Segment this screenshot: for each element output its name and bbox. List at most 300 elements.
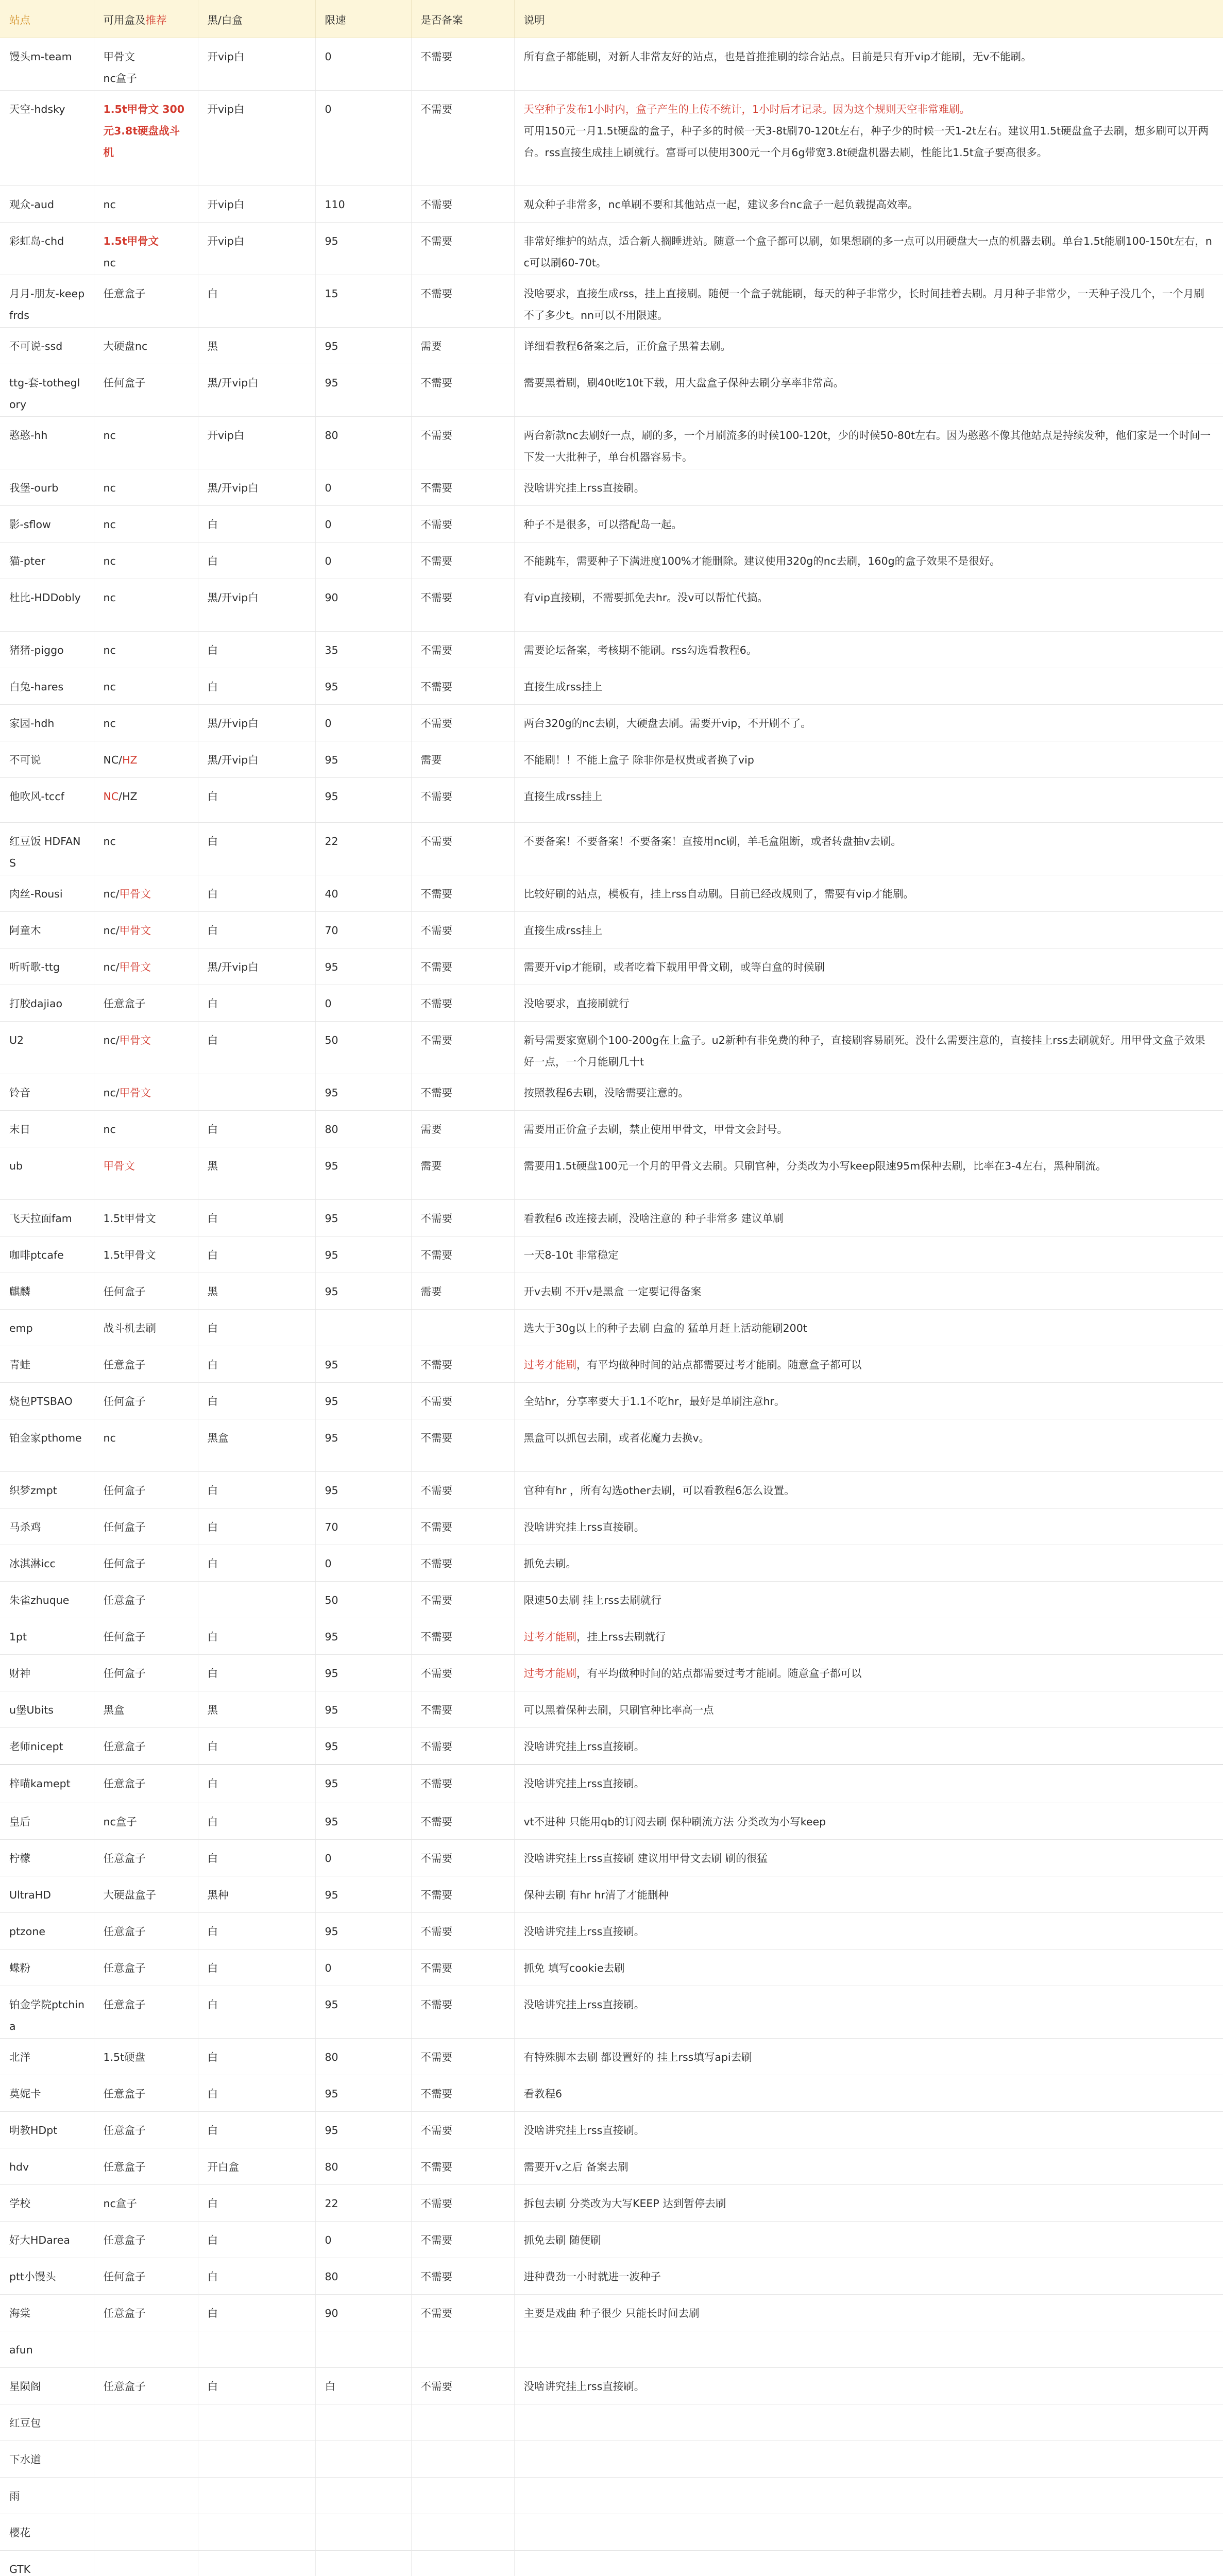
cell-site: [0, 1950, 94, 1986]
box-type: 任意盒子: [103, 2380, 146, 2393]
box-recommend: HZ: [122, 754, 138, 766]
site-name: 青蛙: [9, 1359, 30, 1371]
cell-black-white: 黑盒: [198, 1419, 315, 1472]
cell-box: [94, 1509, 198, 1545]
cell-description: [514, 223, 1223, 275]
cell-black-white: 白: [198, 1472, 315, 1509]
box-type: 任意盒子: [103, 1998, 146, 2011]
description-text: 没啥讲究挂上rss直接刷。: [523, 482, 645, 494]
box-type: 1.5t硬盘: [103, 2051, 146, 2063]
cell-speed: 95: [315, 1655, 411, 1691]
cell-description: [514, 1111, 1223, 1147]
cell-registration: 不需要: [411, 1803, 514, 1840]
cell-box: [94, 1111, 198, 1147]
header-site[interactable]: 站点: [0, 0, 94, 38]
table-row: [0, 2148, 1223, 2185]
box-type: NC/: [103, 754, 123, 766]
cell-box: [94, 1950, 198, 1986]
description-text: 没啥讲究挂上rss直接刷 建议用甲骨文去刷 刷的很猛: [523, 1852, 768, 1865]
cell-speed: 95: [315, 1236, 411, 1273]
site-name: 打胶dajiao: [9, 997, 63, 1010]
site-name: UltraHD: [9, 1889, 51, 1901]
box-type: 任意盒子: [103, 2307, 146, 2319]
cell-registration: 不需要: [411, 1509, 514, 1545]
cell-black-white: 白: [198, 632, 315, 668]
cell-description: [514, 1618, 1223, 1655]
cell-registration: 不需要: [411, 2222, 514, 2258]
cell-speed: 95: [315, 223, 411, 275]
cell-registration: 不需要: [411, 91, 514, 186]
cell-box: [94, 1074, 198, 1111]
header-row: [0, 0, 1223, 38]
cell-black-white: 开vip白: [198, 223, 315, 275]
description-text: 看教程6 改连接去刷，没啥注意的 种子非常多 建议单刷: [523, 1212, 784, 1225]
box-recommend: NC: [103, 790, 119, 803]
cell-box: [94, 2185, 198, 2222]
cell-box: [94, 275, 198, 328]
cell-registration: [411, 1310, 514, 1346]
description-text: 没啥讲究挂上rss直接刷。: [523, 2380, 645, 2393]
cell-speed: 40: [315, 875, 411, 912]
cell-black-white: 白: [198, 875, 315, 912]
cell-site: [0, 506, 94, 543]
cell-description: [514, 2368, 1223, 2404]
cell-description: [514, 1582, 1223, 1618]
cell-box: [94, 1022, 198, 1074]
table-row: [0, 1876, 1223, 1913]
site-name: 星陨阁: [9, 2380, 41, 2393]
site-name: ptzone: [9, 1925, 45, 1938]
cell-box: [94, 668, 198, 705]
site-name: 咖啡ptcafe: [9, 1249, 64, 1261]
table-row: [0, 1472, 1223, 1509]
box-type: nc: [103, 198, 116, 211]
cell-registration: 不需要: [411, 705, 514, 741]
site-name: 学校: [9, 2197, 30, 2210]
header-speed[interactable]: 限速: [315, 0, 411, 38]
table-row: [0, 2112, 1223, 2148]
cell-black-white: 白: [198, 2112, 315, 2148]
cell-site: [0, 2331, 94, 2368]
description-text: 抓免去刷 随便刷: [523, 2234, 601, 2246]
cell-speed: 70: [315, 912, 411, 948]
table-row: [0, 1803, 1223, 1840]
cell-speed: 白: [315, 2368, 411, 2404]
cell-box: [94, 2478, 198, 2514]
table-row: [0, 579, 1223, 632]
cell-box: [94, 1582, 198, 1618]
site-name: 听听歌-ttg: [9, 961, 60, 973]
cell-registration: 不需要: [411, 1419, 514, 1472]
cell-description: [514, 1419, 1223, 1472]
cell-black-white: [198, 2478, 315, 2514]
cell-box: [94, 2258, 198, 2295]
cell-box: [94, 1273, 198, 1310]
cell-site: [0, 1913, 94, 1950]
description-text: 详细看教程6备案之后，正价盒子黑着去刷。: [523, 340, 732, 352]
box-type: nc: [103, 518, 116, 531]
site-name: 飞天拉面fam: [9, 1212, 72, 1225]
site-name: 明教HDpt: [9, 2124, 58, 2137]
cell-site: [0, 1728, 94, 1765]
site-name: 梓喵kamept: [9, 1777, 71, 1790]
table-row: [0, 1840, 1223, 1876]
cell-description: [514, 1200, 1223, 1236]
description-text: vt不进种 只能用qb的订阅去刷 保种刷流方法 分类改为小写keep: [523, 1816, 826, 1828]
box-type: nc盒子: [103, 2197, 137, 2210]
cell-description: [514, 632, 1223, 668]
cell-speed: 22: [315, 2185, 411, 2222]
box-type: nc/: [103, 888, 120, 900]
cell-speed: 80: [315, 2039, 411, 2075]
description-text: 两台新款nc去刷好一点，刷的多，一个月刷流多的时候100-120t，少的时候50-80t左右。因为憨憨不像其他站点是持续发种，他们家是一个时间一下发一大批种子，单台机器容易卡。: [523, 429, 1211, 463]
cell-box: [94, 1691, 198, 1728]
cell-registration: 不需要: [411, 2185, 514, 2222]
cell-description: [514, 778, 1223, 823]
cell-black-white: 白: [198, 1346, 315, 1383]
cell-site: [0, 2551, 94, 2576]
cell-site: [0, 705, 94, 741]
table-row: [0, 223, 1223, 275]
cell-speed: 35: [315, 632, 411, 668]
table-row: [0, 1618, 1223, 1655]
description-text: 抓免 填写cookie去刷: [523, 1962, 625, 1974]
cell-description: [514, 1472, 1223, 1509]
cell-site: [0, 1273, 94, 1310]
cell-black-white: [198, 2404, 315, 2441]
table-row: [0, 1074, 1223, 1111]
box-type: 任意盒子: [103, 1962, 146, 1974]
box-type: 任何盒子: [103, 1667, 146, 1680]
description-text: 直接生成rss挂上: [523, 681, 603, 693]
cell-black-white: 黑/开vip白: [198, 705, 315, 741]
site-name: 蝶粉: [9, 1962, 30, 1974]
cell-box: [94, 2514, 198, 2551]
description-text: ，有平均做种时间的站点都需要过考才能刷。随意盒子都可以: [576, 1359, 862, 1371]
cell-speed: [315, 2478, 411, 2514]
cell-speed: 95: [315, 1803, 411, 1840]
cell-registration: 不需要: [411, 275, 514, 328]
cell-site: [0, 38, 94, 91]
table-row: [0, 2331, 1223, 2368]
table-row: [0, 91, 1223, 186]
table-row: [0, 1147, 1223, 1200]
cell-box: [94, 417, 198, 469]
description-text: 黑盒可以抓包去刷，或者花魔力去换v。: [523, 1432, 710, 1444]
box-type: 任意盒子: [103, 1359, 146, 1371]
description-text: ，挂上rss去刷就行: [576, 1631, 666, 1643]
cell-registration: 不需要: [411, 875, 514, 912]
box-type: /HZ: [118, 790, 138, 803]
cell-registration: 不需要: [411, 1986, 514, 2039]
cell-description: [514, 1840, 1223, 1876]
cell-black-white: 黑/开vip白: [198, 741, 315, 778]
cell-speed: 0: [315, 2222, 411, 2258]
table-row: [0, 328, 1223, 364]
site-name: 不可说-ssd: [9, 340, 63, 352]
header-description[interactable]: 说明: [514, 0, 1223, 38]
description-text: 官种有hr ，所有勾选other去刷，可以看教程6怎么设置。: [523, 1484, 795, 1497]
cell-box: [94, 2039, 198, 2075]
table-row: [0, 2258, 1223, 2295]
description-text: 没啥讲究挂上rss直接刷。: [523, 1777, 645, 1790]
site-name: 影-sflow: [9, 518, 51, 531]
cell-site: [0, 1986, 94, 2039]
box-type: 任何盒子: [103, 1285, 146, 1298]
box-type: 大硬盘盒子: [103, 1889, 156, 1901]
table-row: [0, 275, 1223, 328]
site-name: 馒头m-team: [9, 50, 72, 63]
cell-speed: 80: [315, 1111, 411, 1147]
table-row: [0, 469, 1223, 506]
cell-box: [94, 632, 198, 668]
cell-speed: [315, 2441, 411, 2478]
cell-black-white: 白: [198, 778, 315, 823]
cell-speed: 0: [315, 1950, 411, 1986]
table-row: [0, 364, 1223, 417]
box-type: nc/: [103, 1034, 120, 1046]
cell-black-white: 白: [198, 912, 315, 948]
cell-site: [0, 1545, 94, 1582]
cell-speed: 95: [315, 1419, 411, 1472]
box-type: nc/: [103, 924, 120, 937]
cell-black-white: 白: [198, 2222, 315, 2258]
description-text: 需要开vip才能刷，或者吃着下载用甲骨文刷，或等白盒的时候刷: [523, 961, 825, 973]
box-type: nc/: [103, 961, 120, 973]
cell-site: [0, 2404, 94, 2441]
description-text: 非常好维护的站点，适合新人搁睡进站。随意一个盒子都可以刷，如果想刷的多一点可以用硬盘大一点的机器去刷。单台1.5t能刷100-150t左右，nc可以刷60-70t。: [523, 235, 1212, 269]
cell-description: [514, 1655, 1223, 1691]
box-type: nc: [103, 681, 116, 693]
box-type: 任意盒子: [103, 287, 146, 300]
table-row: [0, 186, 1223, 223]
cell-speed: 70: [315, 1509, 411, 1545]
cell-site: [0, 1655, 94, 1691]
cell-description: [514, 1986, 1223, 2039]
box-recommend: 1.5t甲骨文 300元3.8t硬盘战斗机: [103, 103, 185, 159]
cell-registration: 不需要: [411, 1200, 514, 1236]
cell-box: [94, 506, 198, 543]
description-warning: 过考才能刷: [523, 1667, 576, 1680]
site-name: afun: [9, 2344, 33, 2356]
description-text: 有特殊脚本去刷 都设置好的 挂上rss填写api去刷: [523, 2051, 752, 2063]
cell-description: [514, 912, 1223, 948]
description-text: 所有盒子都能刷，对新人非常友好的站点，也是首推推刷的综合站点。目前是只有开vip才能刷，无v不能刷。: [523, 50, 1032, 63]
table-row: [0, 912, 1223, 948]
cell-black-white: 黑: [198, 1273, 315, 1310]
header-box-accent: 推荐: [145, 13, 167, 26]
cell-speed: 0: [315, 91, 411, 186]
cell-box: [94, 328, 198, 364]
cell-speed: 95: [315, 1618, 411, 1655]
table-row: [0, 1986, 1223, 2039]
cell-description: [514, 2404, 1223, 2441]
site-name: 憨憨-hh: [9, 429, 48, 442]
cell-black-white: [198, 2551, 315, 2576]
description-text: 新号需要家宽刷个100-200g在上盒子。u2新种有非免费的种子，直接刷容易刷死。没什么需要注意的，直接挂上rss去刷就好。用甲骨文盒子效果好一点，一个月能刷几十t: [523, 1034, 1205, 1068]
cell-description: [514, 2075, 1223, 2112]
cell-site: [0, 1346, 94, 1383]
cell-black-white: 白: [198, 2075, 315, 2112]
box-type: 任意盒子: [103, 1740, 146, 1753]
site-name: 杜比-HDDobly: [9, 591, 81, 604]
cell-description: [514, 2185, 1223, 2222]
cell-description: [514, 948, 1223, 985]
cell-description: [514, 579, 1223, 632]
cell-site: [0, 543, 94, 579]
box-type: 任意盒子: [103, 2234, 146, 2246]
cell-speed: 0: [315, 985, 411, 1022]
cell-site: [0, 2295, 94, 2331]
box-type: 任意盒子: [103, 1925, 146, 1938]
cell-box: [94, 1310, 198, 1346]
cell-site: [0, 2368, 94, 2404]
cell-black-white: 开vip白: [198, 38, 315, 91]
description-text: 需要用正价盒子去刷，禁止使用甲骨文，甲骨文会封号。: [523, 1123, 788, 1136]
cell-registration: 不需要: [411, 223, 514, 275]
site-name: 老师nicept: [9, 1740, 63, 1753]
table-row: [0, 668, 1223, 705]
header-box[interactable]: [94, 0, 198, 38]
cell-box: [94, 875, 198, 912]
cell-registration: [411, 2478, 514, 2514]
table-row: [0, 1765, 1223, 1803]
header-black-white[interactable]: 黑/白盒: [198, 0, 315, 38]
cell-site: [0, 823, 94, 875]
cell-speed: 95: [315, 1728, 411, 1765]
cell-site: [0, 668, 94, 705]
cell-registration: 不需要: [411, 1582, 514, 1618]
cell-registration: 不需要: [411, 1236, 514, 1273]
cell-registration: 不需要: [411, 2148, 514, 2185]
description-text: 可以黑着保种去刷，只刷官种比率高一点: [523, 1704, 714, 1716]
description-warning: 天空种子发布1小时内，盒子产生的上传不统计，1小时后才记录。因为这个规则天空非常难刷。: [523, 103, 971, 115]
cell-registration: 不需要: [411, 1728, 514, 1765]
cell-speed: 95: [315, 364, 411, 417]
cell-description: [514, 328, 1223, 364]
cell-site: [0, 2039, 94, 2075]
cell-site: [0, 91, 94, 186]
cell-registration: 不需要: [411, 364, 514, 417]
table-row: [0, 1582, 1223, 1618]
cell-black-white: 白: [198, 1509, 315, 1545]
site-name: ub: [9, 1160, 23, 1172]
box-type: 1.5t甲骨文: [103, 1249, 156, 1261]
cell-registration: 不需要: [411, 1655, 514, 1691]
table-row: [0, 2185, 1223, 2222]
cell-registration: 不需要: [411, 1074, 514, 1111]
table-row: [0, 1509, 1223, 1545]
cell-black-white: 白: [198, 2258, 315, 2295]
cell-black-white: 白: [198, 2039, 315, 2075]
cell-box: [94, 91, 198, 186]
site-name: 猫-pter: [9, 555, 45, 567]
cell-description: [514, 1236, 1223, 1273]
cell-registration: 不需要: [411, 1950, 514, 1986]
cell-description: [514, 1765, 1223, 1803]
table-row: [0, 2295, 1223, 2331]
cell-box: [94, 1728, 198, 1765]
cell-black-white: 开白盒: [198, 2148, 315, 2185]
description-text: 没啥讲究挂上rss直接刷。: [523, 1925, 645, 1938]
cell-site: [0, 2112, 94, 2148]
box-type: 任意盒子: [103, 2088, 146, 2100]
cell-description: [514, 1022, 1223, 1074]
cell-description: [514, 1545, 1223, 1582]
cell-description: [514, 364, 1223, 417]
cell-site: [0, 2258, 94, 2295]
box-type: 1.5t甲骨文: [103, 1212, 156, 1225]
cell-black-white: 白: [198, 543, 315, 579]
table-row: [0, 1273, 1223, 1310]
table-row: [0, 823, 1223, 875]
cell-black-white: 开vip白: [198, 186, 315, 223]
cell-speed: 22: [315, 823, 411, 875]
description-text: 需要开v之后 备案去刷: [523, 2161, 629, 2173]
cell-black-white: [198, 2441, 315, 2478]
description-text: 全站hr，分享率要大于1.1不吃hr，最好是单刷注意hr。: [523, 1395, 785, 1408]
cell-black-white: 白: [198, 1383, 315, 1419]
cell-description: [514, 2478, 1223, 2514]
cell-description: [514, 985, 1223, 1022]
cell-box: [94, 1655, 198, 1691]
site-name: 织梦zmpt: [9, 1484, 57, 1497]
header-registration[interactable]: 是否备案: [411, 0, 514, 38]
cell-registration: 需要: [411, 328, 514, 364]
box-type: nc/: [103, 1087, 120, 1099]
cell-box: [94, 1618, 198, 1655]
cell-black-white: 白: [198, 1840, 315, 1876]
cell-description: [514, 875, 1223, 912]
cell-site: [0, 1111, 94, 1147]
box-type: 任何盒子: [103, 1484, 146, 1497]
site-name: hdv: [9, 2161, 29, 2173]
cell-site: [0, 1383, 94, 1419]
cell-speed: 0: [315, 38, 411, 91]
cell-registration: 不需要: [411, 1765, 514, 1803]
cell-description: [514, 2148, 1223, 2185]
cell-description: [514, 2441, 1223, 2478]
cell-registration: 不需要: [411, 2112, 514, 2148]
box-recommend: 甲骨文: [119, 924, 151, 937]
description-text: 选大于30g以上的种子去刷 白盒的 猛单月赶上活动能刷200t: [523, 1322, 807, 1334]
description-warning: 过考才能刷: [523, 1359, 576, 1371]
box-type: 任何盒子: [103, 1521, 146, 1533]
cell-site: [0, 328, 94, 364]
cell-description: [514, 2112, 1223, 2148]
site-name: emp: [9, 1322, 33, 1334]
site-name: GTK: [9, 2563, 31, 2575]
description-text: 一天8-10t 非常稳定: [523, 1249, 619, 1261]
description-text: 没啥要求，直接生成rss，挂上直接刷。随便一个盒子就能刷，每天的种子非常少，长时间挂着去刷。月月种子非常少，一天种子没几个，一个月刷不了多少t。nn可以不用限速。: [523, 287, 1204, 321]
cell-black-white: 黑/开vip白: [198, 948, 315, 985]
cell-black-white: 白: [198, 1765, 315, 1803]
box-type: nc: [103, 555, 116, 567]
box-recommend: 1.5t甲骨文: [103, 235, 159, 247]
cell-description: [514, 1509, 1223, 1545]
cell-speed: 50: [315, 1022, 411, 1074]
description-text: 没啥讲究挂上rss直接刷。: [523, 2124, 645, 2137]
cell-box: [94, 1236, 198, 1273]
cell-description: [514, 1691, 1223, 1728]
table-row: [0, 2075, 1223, 2112]
table-row: [0, 2441, 1223, 2478]
cell-speed: 95: [315, 1147, 411, 1200]
cell-site: [0, 364, 94, 417]
cell-black-white: [198, 1582, 315, 1618]
table-row: [0, 1022, 1223, 1074]
site-name: 不可说: [9, 754, 41, 766]
